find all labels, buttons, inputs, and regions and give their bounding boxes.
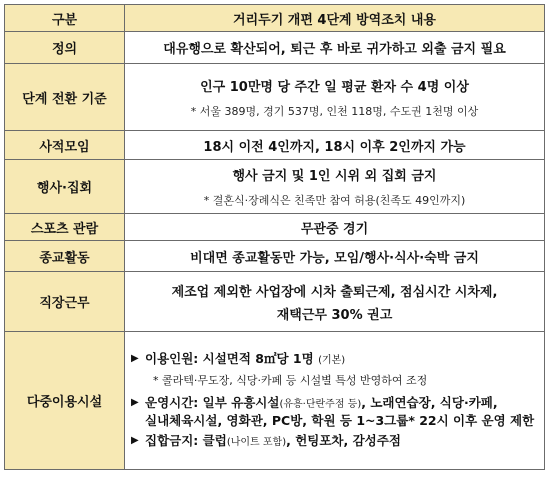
note-events: * 결혼식·장례식은 친족만 참여 허용(친족도 49인까지) <box>203 194 466 207</box>
bullet-hours-b: , 노래연습장, 식당·카페, <box>361 394 498 410</box>
row-gathering <box>5 131 545 160</box>
row-facilities <box>5 332 545 470</box>
bullet-capacity-note: (기본) <box>318 354 346 366</box>
label-gathering: 사적모임 <box>5 131 125 160</box>
text-definition: 대유행으로 확산되어, 퇴근 후 바로 귀가하고 외출 금지 필요 <box>125 32 545 64</box>
text-sports: 무관중 경기 <box>125 214 545 241</box>
bullet-hours-c: 실내체육시설, 영화관, PC방, 학원 등 1~3그룹* 22시 이후 운영 제한 <box>145 412 535 428</box>
triangle-right-icon: ▶ <box>131 396 139 408</box>
bullet-ban-text <box>145 433 401 451</box>
measures-table <box>4 4 545 470</box>
row-criteria <box>5 64 545 131</box>
cell-events <box>125 160 545 214</box>
cell-facilities <box>125 332 545 470</box>
label-religion: 종교활동 <box>5 241 125 272</box>
label-criteria: 단계 전환 기준 <box>5 64 125 131</box>
label-definition: 정의 <box>5 32 125 64</box>
label-sports: 스포츠 관람 <box>5 214 125 241</box>
bullet-hours-text <box>145 395 534 429</box>
cell-work <box>125 272 545 332</box>
text-religion: 비대면 종교활동만 가능, 모임/행사·식사·숙박 금지 <box>125 241 545 272</box>
row-definition <box>5 32 545 64</box>
bullet-ban-a: 집합금지: 클럽 <box>145 432 227 448</box>
header-row <box>5 5 545 32</box>
bullet-capacity <box>131 351 538 369</box>
label-work: 직장근무 <box>5 272 125 332</box>
label-events: 행사·집회 <box>5 160 125 214</box>
bullet-hours <box>131 395 538 429</box>
bullet-ban <box>131 433 538 451</box>
bullet-capacity-text <box>145 351 345 369</box>
triangle-right-icon: ▶ <box>131 352 139 364</box>
bullet-hours-a: 운영시간: 일부 유흥시설 <box>145 394 280 410</box>
text-work-line2: 재택근무 30% 권고 <box>276 307 393 323</box>
row-religion <box>5 241 545 272</box>
label-facilities: 다중이용시설 <box>5 332 125 470</box>
header-col-content: 거리두기 개편 4단계 방역조치 내용 <box>125 5 545 32</box>
text-work-line1: 제조업 제외한 사업장에 시차 출퇴근제, 점심시간 시차제, <box>171 284 498 300</box>
text-gathering: 18시 이전 4인까지, 18시 이후 2인까지 가능 <box>125 131 545 160</box>
note-criteria: * 서울 389명, 경기 537명, 인천 118명, 수도권 1천명 이상 <box>190 104 479 118</box>
text-events: 행사 금지 및 1인 시위 외 집회 금지 <box>232 169 437 184</box>
triangle-right-icon: ▶ <box>131 434 139 446</box>
text-criteria: 인구 10만명 당 주간 일 평균 환자 수 4명 이상 <box>200 79 469 95</box>
header-col-category: 구분 <box>5 5 125 32</box>
row-events <box>5 160 545 214</box>
cell-criteria <box>125 64 545 131</box>
bullet-ban-note: (나이트 포함) <box>226 436 287 448</box>
bullet-capacity-main: 이용인원: 시설면적 8㎡당 1명 <box>145 350 314 366</box>
bullet-capacity-sub: * 콜라텍·무도장, 식당·카페 등 시설별 특성 반영하여 조정 <box>153 373 428 387</box>
bullet-hours-note: (유흥·단란주점 등) <box>279 398 362 410</box>
row-work <box>5 272 545 332</box>
bullet-ban-b: , 헌팅포차, 감성주점 <box>286 432 401 448</box>
row-sports <box>5 214 545 241</box>
